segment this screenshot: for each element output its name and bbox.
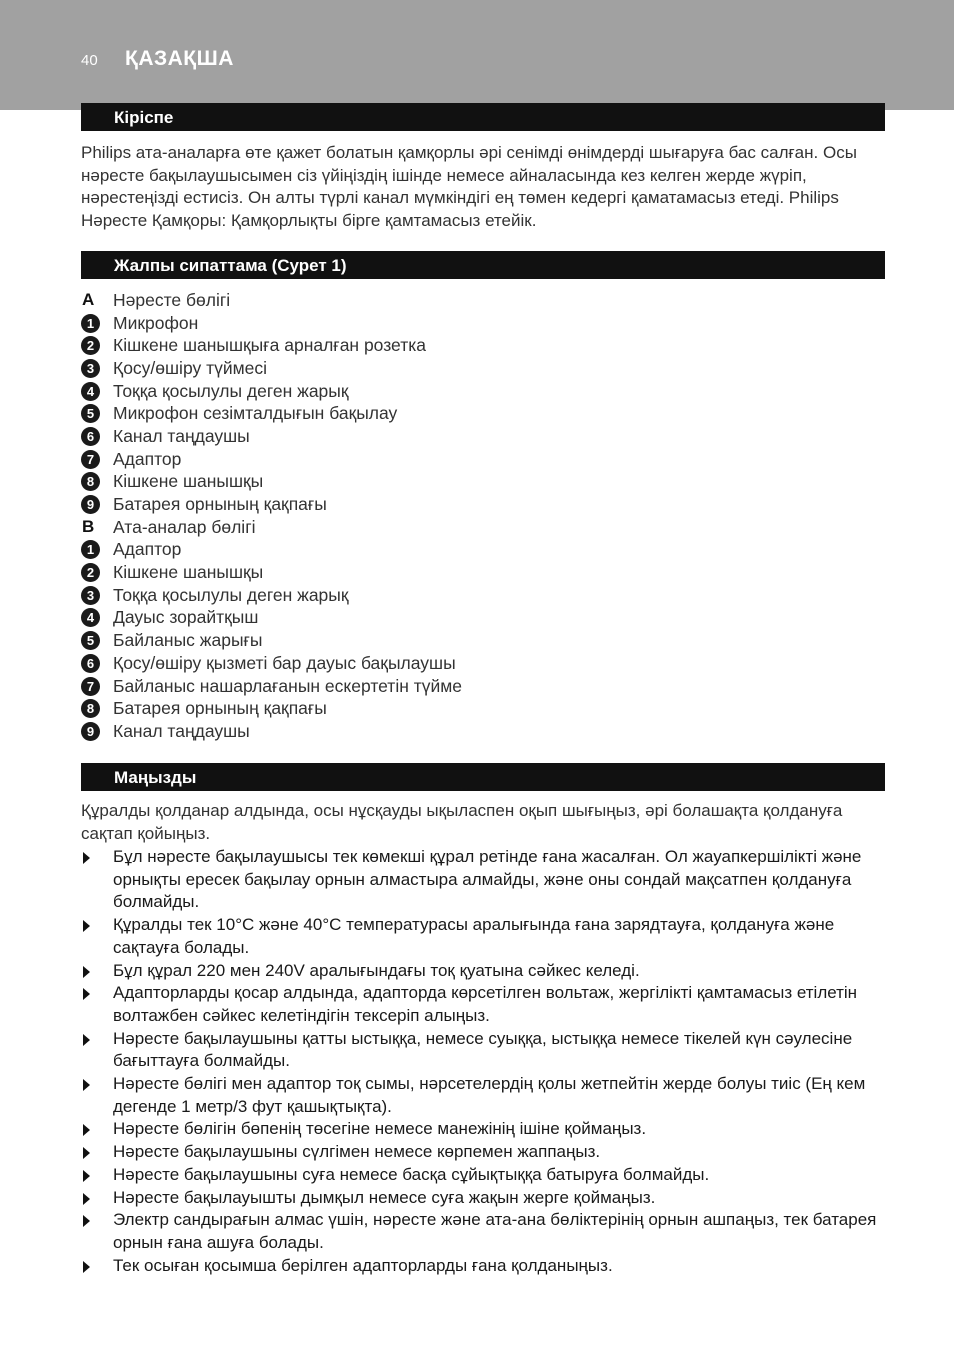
overview-item-label: Адаптор (113, 539, 182, 560)
warning-item (81, 1118, 889, 1141)
overview-item-label: Ата-аналар бөлігі (113, 516, 256, 537)
warning-item (81, 1073, 889, 1118)
warning-item (81, 914, 889, 959)
bullet-triangle-icon (81, 1164, 113, 1187)
number-circle-icon: 6 (81, 654, 100, 673)
warning-text: Электр сандырағын алмас үшін, нәресте және ата-ана бөліктерінің орнын ашпаңыз, тек батарея орнын ғана ашуға болады. (113, 1210, 877, 1252)
overview-item-label: Байланыс жарығы (113, 630, 263, 651)
bullet-triangle-icon (81, 1073, 113, 1118)
overview-item-label: Байланыс нашарлағанын ескертетін түйме (113, 675, 463, 696)
overview-item-label: Кішкене шанышқы (113, 471, 264, 492)
overview-item (81, 607, 881, 630)
warning-text: Адапторларды қосар алдында, адапторда көрсетілген вольтаж, жергілікті қамтамасыз етілетін волтажбен сәйкес келетіндігін тексеріп алыңыз. (113, 983, 858, 1025)
bullet-triangle-icon (81, 1118, 113, 1141)
number-circle-icon: 4 (81, 382, 100, 401)
overview-item (81, 312, 881, 335)
warning-item (81, 1255, 889, 1278)
language-title: ҚАЗАҚША (125, 47, 234, 70)
warning-text: Нәресте бақылаушыны қатты ыстыққа, немесе суыққа, ыстыққа немесе тікелей күн сәулесіне бағыттауға болмайды. (113, 1028, 853, 1071)
overview-item-label: Тоққа қосылулы деген жарық (113, 380, 349, 401)
overview-item (81, 402, 881, 425)
warning-item (81, 846, 889, 914)
warning-text: Нәресте бөлігін бөпенің төсегіне немесе манежінің ішіне қоймаңыз. (113, 1119, 647, 1139)
bullet-triangle-icon (81, 1255, 113, 1278)
warning-text: Құралды тек 10°C және 40°C температурасы аралығында ғана зарядтауға, қолдануға және сақтауға болады. (113, 915, 835, 957)
item-marker (81, 722, 113, 741)
number-circle-icon: 7 (81, 677, 100, 696)
number-circle-icon: 7 (81, 450, 100, 469)
number-circle-icon: 9 (81, 495, 100, 514)
item-marker (81, 359, 113, 378)
warning-item (81, 1141, 889, 1164)
number-circle-icon: 2 (81, 336, 100, 355)
overview-item (81, 380, 881, 403)
warning-item (81, 960, 889, 983)
bullet-triangle-icon (81, 1028, 113, 1073)
warning-item (81, 982, 889, 1027)
overview-item (81, 334, 881, 357)
warning-item (81, 1187, 889, 1210)
part-letter: B (82, 517, 95, 537)
page-number: 40 (81, 52, 98, 69)
number-circle-icon: 8 (81, 472, 100, 491)
number-circle-icon: 5 (81, 404, 100, 423)
item-marker (81, 450, 113, 469)
item-marker (81, 517, 113, 537)
item-marker (81, 699, 113, 718)
bullet-triangle-icon (81, 960, 113, 983)
overview-item-label: Тоққа қосылулы деген жарық (113, 584, 349, 605)
number-circle-icon: 3 (81, 586, 100, 605)
overview-item (81, 425, 881, 448)
item-marker (81, 608, 113, 627)
overview-item (81, 652, 881, 675)
warning-text: Нәресте бөлігі мен адаптор тоқ сымы, нәрсетелердің қолы жетпейтін жерде болуы тиіс (Ең кем дегенде 1 метр/3 фут қашықтықта). (113, 1074, 866, 1116)
item-marker (81, 314, 113, 333)
item-marker (81, 336, 113, 355)
number-circle-icon: 3 (81, 359, 100, 378)
important-intro: Құралды қолданар алдында, осы нұсқауды ықыласпен оқып шығыңыз, әрі болашақта қолдануға сақтап қойыңыз. (81, 801, 843, 843)
overview-item (81, 289, 881, 312)
bullet-triangle-icon (81, 1187, 113, 1210)
item-marker (81, 540, 113, 559)
number-circle-icon: 2 (81, 563, 100, 582)
overview-item (81, 675, 881, 698)
warning-text: Тек осыған қосымша берілген адапторларды ғана қолданыңыз. (113, 1255, 613, 1275)
overview-item (81, 584, 881, 607)
overview-item-label: Адаптор (113, 448, 182, 469)
section-bar-intro: Кіріспе (81, 103, 885, 131)
bullet-triangle-icon (81, 982, 113, 1027)
overview-item-label: Қосу/өшіру қызметі бар дауыс бақылаушы (113, 652, 456, 673)
overview-item-label: Канал таңдаушы (113, 425, 250, 446)
bullet-triangle-icon (81, 846, 113, 914)
bullet-triangle-icon (81, 1141, 113, 1164)
overview-item-label: Кішкене шанышқыға арналған розетка (113, 335, 426, 356)
intro-paragraph: Philips ата-аналарға өте қажет болатын қамқорлы әрі сенімді өнімдерді шығаруға бас салған. Осы нәресте бақылаушысымен сіз үйіңіздің ішінде немесе айналасында кез келген жерде жүріп, нәрестеңізді естисіз. Он алты түрлі канал мүмкіндігі ең төмен кедергі қаматамасыз етеді. Philips Нәресте Қамқоры: Қамқорлықты бірге қамтамасыз етейік. (81, 143, 857, 231)
item-marker (81, 495, 113, 514)
warning-item (81, 1028, 889, 1073)
overview-item-label: Батарея орнының қақпағы (113, 494, 327, 515)
number-circle-icon: 6 (81, 427, 100, 446)
item-marker (81, 404, 113, 423)
number-circle-icon: 1 (81, 314, 100, 333)
item-marker (81, 382, 113, 401)
part-letter: A (82, 290, 95, 310)
item-marker (81, 427, 113, 446)
overview-item (81, 720, 881, 743)
warnings-list (81, 846, 889, 1277)
number-circle-icon: 1 (81, 540, 100, 559)
overview-item-label: Микрофон сезімталдығын бақылау (113, 403, 398, 424)
overview-item-label: Канал таңдаушы (113, 720, 250, 741)
overview-item (81, 697, 881, 720)
number-circle-icon: 9 (81, 722, 100, 741)
overview-item (81, 493, 881, 516)
item-marker (81, 631, 113, 650)
overview-list (81, 289, 881, 743)
item-marker (81, 563, 113, 582)
overview-item (81, 471, 881, 494)
overview-item (81, 448, 881, 471)
number-circle-icon: 8 (81, 699, 100, 718)
item-marker (81, 290, 113, 310)
section-bar-overview: Жалпы сипаттама (Сурет 1) (81, 251, 885, 279)
warning-item (81, 1209, 889, 1254)
overview-item-label: Микрофон (113, 312, 199, 333)
warning-text: Нәресте бақылаушыны суға немесе басқа сұйықтыққа батыруға болмайды. (113, 1164, 710, 1184)
page-header (0, 0, 954, 110)
overview-item (81, 357, 881, 380)
overview-item (81, 516, 881, 539)
overview-item-label: Дауыс зорайтқыш (113, 607, 259, 628)
section-bar-important: Маңызды (81, 763, 885, 791)
item-marker (81, 472, 113, 491)
warning-text: Нәресте бақылаушыны сүлгімен немесе көрпемен жаппаңыз. (113, 1142, 601, 1162)
overview-item-label: Кішкене шанышқы (113, 562, 264, 583)
item-marker (81, 586, 113, 605)
warning-text: Бұл құрал 220 мен 240V аралығындағы тоқ қуатына сәйкес келеді. (113, 960, 640, 980)
warning-text: Бұл нәресте бақылаушысы тек көмекші құрал ретінде ғана жасалған. Ол жауапкершілікті және орнықты ересек бақылау орнын алмастыра алмайды, және оны сондай мақсатпен қолдануға болмайды. (113, 847, 862, 912)
warning-text: Нәресте бақылауышты дымқыл немесе суға жақын жерге қоймаңыз. (113, 1187, 656, 1207)
overview-item-label: Қосу/өшіру түймесі (113, 357, 268, 378)
item-marker (81, 654, 113, 673)
bullet-triangle-icon (81, 914, 113, 959)
number-circle-icon: 4 (81, 608, 100, 627)
overview-item (81, 629, 881, 652)
item-marker (81, 677, 113, 696)
overview-item-label: Батарея орнының қақпағы (113, 698, 327, 719)
overview-item (81, 561, 881, 584)
overview-item (81, 539, 881, 562)
overview-item-label: Нәресте бөлігі (113, 289, 231, 310)
number-circle-icon: 5 (81, 631, 100, 650)
warning-item (81, 1164, 889, 1187)
bullet-triangle-icon (81, 1209, 113, 1254)
